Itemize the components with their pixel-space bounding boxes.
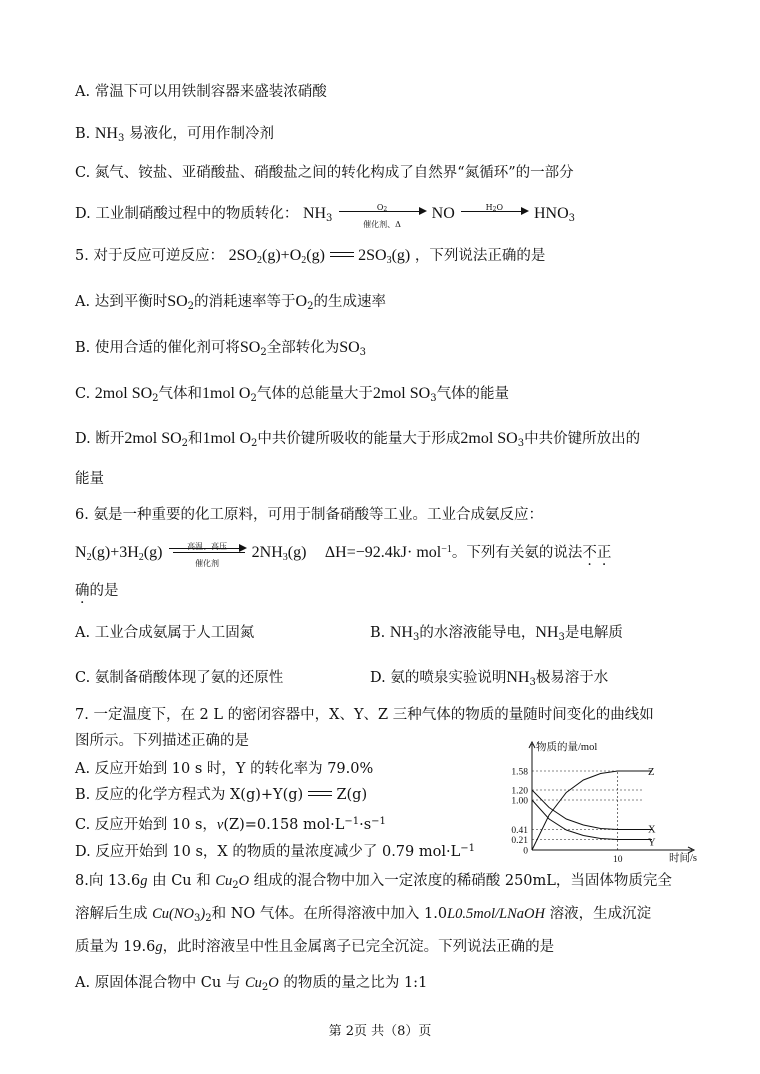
q5-stem: 5. 对于反应可逆反应： $2SO_2(g)+O_2(g)$ $2SO_3(g)$ ，下列说法正确的是 — [75, 247, 546, 266]
series-label-x: X — [648, 824, 656, 836]
q7-option-d: D. 反应开始到 10 s，X 的物质的量浓度减少了 0.79 $mol\cdot L^{-1}$ — [75, 843, 475, 860]
q6-equation: $N_2(g)+3H_2(g)$ 高温、高压 催化剂 $2NH_3(g)$ ΔH=−92.4kJ· mol$^{-1}$。下列有关氨的说法不正 — [75, 542, 612, 568]
equilibrium-arrow-icon — [330, 248, 354, 262]
y-axis-label: 物质的量/mol — [536, 742, 598, 753]
series-line-y — [532, 800, 652, 840]
series-label-y: Y — [648, 837, 656, 849]
q7-stem-1: 7. 一定温度下，在 2 L 的密闭容器中，X、Y、Z 三种气体的物质的量随时间变化的曲线如 — [75, 707, 654, 723]
q4-option-d: D. 工业制硝酸过程中的物质转化： $NH_3$ $O_2$ 催化剂、Δ NO $H_2O$ $HNO_3$ — [75, 203, 576, 229]
q6-option-c: C. 氨制备硝酸体现了氨的还原性 — [75, 670, 284, 686]
q6-option-b: B. $NH_3$的水溶液能导电，$NH_3$是电解质 — [370, 624, 623, 643]
q6-stem-cont: 确的是 — [75, 583, 119, 599]
q4-option-c: C. 氮气、铵盐、亚硝酸盐、硝酸盐之间的转化构成了自然界“氮循环”的一部分 — [75, 165, 574, 181]
q7-option-a: A. 反应开始到 10 s 时，Y 的转化率为 79.0% — [75, 761, 374, 777]
q5-option-c: C. 2mol $SO_2$气体和1mol $O_2$气体的总能量大于2mol $SO_3$气体的能量 — [75, 385, 510, 404]
q7-option-b: B. 反应的化学方程式为 X(g)+Y(g) Z(g) — [75, 787, 368, 803]
reaction-arrow-1: $O_2$ 催化剂、Δ — [337, 202, 427, 222]
y-tick-label: 1.00 — [511, 796, 528, 807]
series-label-z: Z — [648, 767, 655, 778]
q8-stem-1: 8.向 13.6g 由 Cu 和 $Cu_2O$ 组成的混合物中加入一定浓度的稀硝酸 250mL，当固体物质完全 — [75, 873, 672, 891]
q5-option-b: B. 使用合适的催化剂可将$SO_2$全部转化为$SO_3$ — [75, 339, 367, 358]
q7-stem-2: 图所示。下列描述正确的是 — [75, 733, 249, 749]
reversible-arrow-icon: 高温、高压 催化剂 — [167, 541, 247, 561]
q6-option-d: D. 氨的喷泉实验说明$NH_3$极易溶于水 — [370, 669, 609, 688]
page-footer: 第 2页 共（8）页 — [328, 1024, 432, 1039]
q6-option-a: A. 工业合成氨属于人工固氮 — [75, 625, 255, 641]
y-tick-label: 1.20 — [511, 786, 528, 797]
y-tick-label: 0.41 — [511, 826, 528, 836]
q4-option-b: B. $NH_3$ 易液化，可用作制冷剂 — [75, 125, 274, 144]
series-line-x — [532, 790, 652, 830]
equilibrium-arrow-icon — [308, 787, 332, 801]
y-tick-label: 0 — [523, 846, 528, 857]
y-tick-label: 0.21 — [511, 836, 528, 846]
amount-vs-time-chart — [500, 738, 697, 866]
q6-stem: 6. 氨是一种重要的化工原料，可用于制备硝酸等工业。工业合成氨反应： — [75, 507, 543, 523]
q4-option-a: A. 常温下可以用铁制容器来盛装浓硝酸 — [75, 84, 327, 100]
x-tick-label: 10 — [612, 855, 623, 865]
q5-option-a: A. 达到平衡时$SO_2$的消耗速率等于$O_2$的生成速率 — [75, 293, 386, 312]
y-tick-label: 1.58 — [511, 767, 528, 778]
q8-stem-2: 溶解后生成 $Cu(NO_3)_2$和 NO 气体。在所得溶液中加入 1.0L0.5mol/LNaOH 溶液，生成沉淀 — [75, 906, 652, 924]
q8-stem-3: 质量为 19.6g，此时溶液呈中性且金属离子已完全沉淀。下列说法正确的是 — [75, 939, 555, 955]
q8-option-a: A. 原固体混合物中 Cu 与 $Cu_2O$ 的物质的量之比为 1:1 — [75, 975, 428, 993]
series-line-z — [532, 771, 652, 850]
x-axis-label: 时间/s — [668, 853, 697, 864]
q5-option-d: D. 断开2mol $SO_2$和1mol $O_2$中共价键所吸收的能量大于形成2mol $SO_3$中共价键所放出的 — [75, 430, 641, 449]
q5-option-d-cont: 能量 — [75, 471, 104, 487]
q7-option-c: C. 反应开始到 10 s，v(Z)=0.158 $mol\cdot L^{-1}\cdot s^{-1}$ — [75, 816, 386, 833]
reaction-arrow-2: $H_2O$ — [459, 202, 529, 222]
